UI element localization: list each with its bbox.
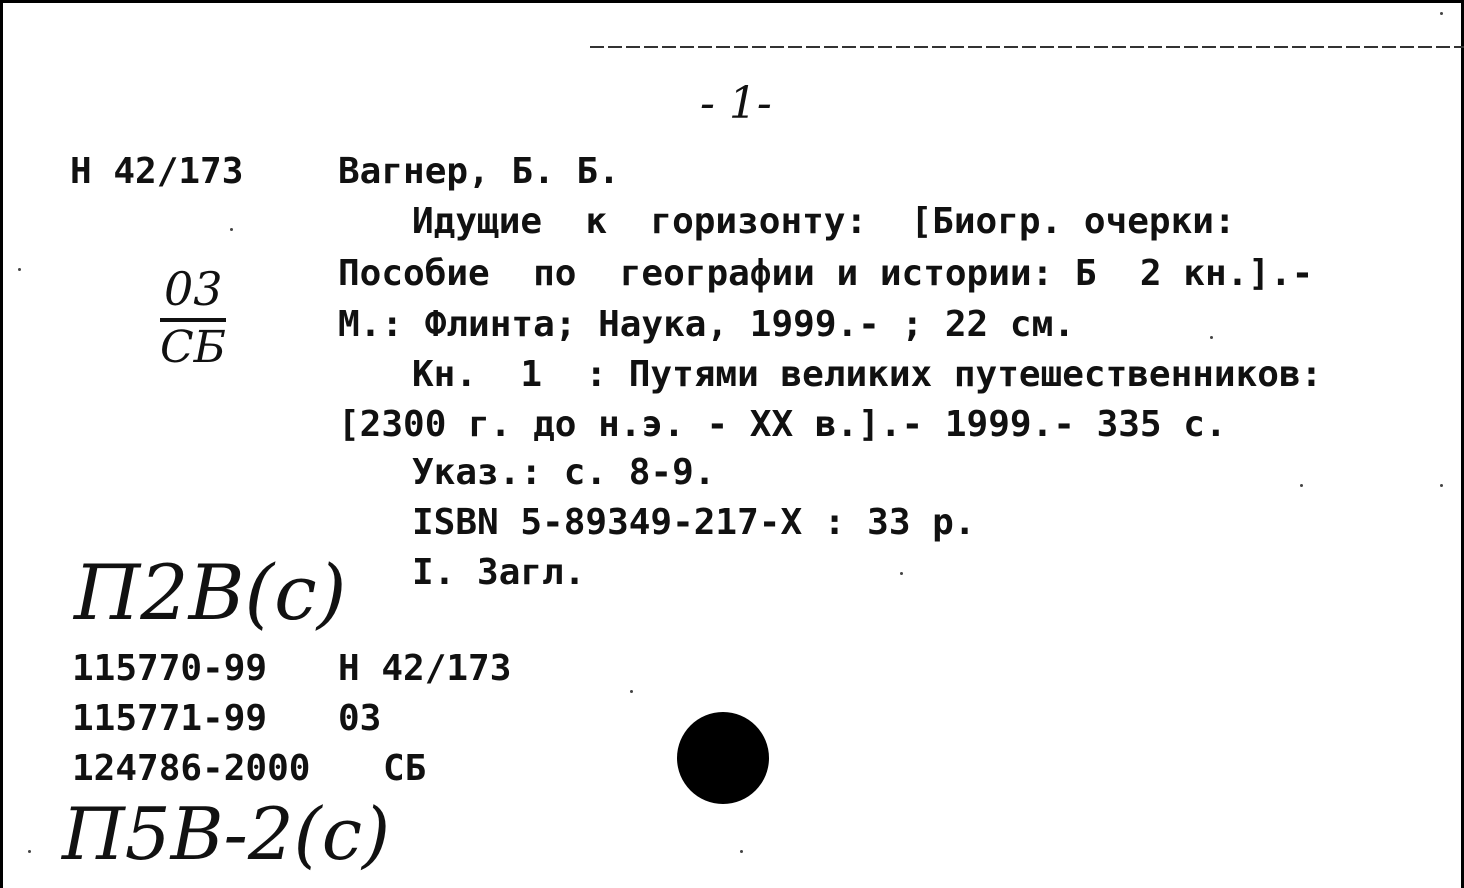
page-number: - 1- bbox=[700, 78, 772, 129]
title-line-2: Пособие по географии и истории: Б 2 кн.].- bbox=[338, 253, 1314, 294]
card-top-edge bbox=[0, 0, 1464, 3]
noise-speck bbox=[230, 228, 233, 231]
noise-speck bbox=[1210, 336, 1213, 339]
inventory-location-3: СБ bbox=[383, 748, 427, 789]
noise-speck bbox=[1440, 484, 1443, 487]
title-entry: I. Загл. bbox=[412, 552, 586, 593]
noise-speck bbox=[900, 572, 903, 575]
inventory-number-3: 124786-2000 bbox=[72, 748, 311, 789]
inventory-number-2: 115771-99 bbox=[72, 698, 268, 739]
call-number: Н 42/173 bbox=[70, 151, 244, 192]
handwritten-classification-1: П2В(с) bbox=[74, 548, 347, 637]
card-punch-hole bbox=[677, 712, 769, 804]
inventory-number-1: 115770-99 bbox=[72, 648, 268, 689]
noise-speck bbox=[1300, 484, 1303, 487]
card-divider-line bbox=[590, 46, 1464, 48]
title-line-1: Идущие к горизонту: [Биогр. очерки: bbox=[412, 201, 1236, 242]
noise-speck bbox=[28, 850, 31, 853]
imprint-line: М.: Флинта; Наука, 1999.- ; 22 см. bbox=[338, 304, 1075, 345]
isbn-line: ISBN 5-89349-217-X : 33 р. bbox=[412, 502, 976, 543]
card-left-edge bbox=[0, 0, 3, 888]
noise-speck bbox=[630, 690, 633, 693]
noise-speck bbox=[18, 268, 21, 271]
author-heading: Вагнер, Б. Б. bbox=[338, 151, 620, 192]
handwritten-code-sb: СБ bbox=[160, 322, 226, 373]
index-note: Указ.: с. 8-9. bbox=[412, 452, 716, 493]
inventory-location-1: Н 42/173 bbox=[338, 648, 512, 689]
volume-line-1: Кн. 1 : Путями великих путешественников: bbox=[412, 354, 1323, 395]
inventory-location-2: 03 bbox=[338, 698, 382, 739]
noise-speck bbox=[1440, 12, 1443, 15]
handwritten-classification-2: П5В-2(с) bbox=[62, 792, 391, 876]
handwritten-code-03: 03 bbox=[164, 262, 223, 316]
noise-speck bbox=[740, 850, 743, 853]
volume-line-2: [2300 г. до н.э. - XX в.].- 1999.- 335 с. bbox=[338, 404, 1227, 445]
